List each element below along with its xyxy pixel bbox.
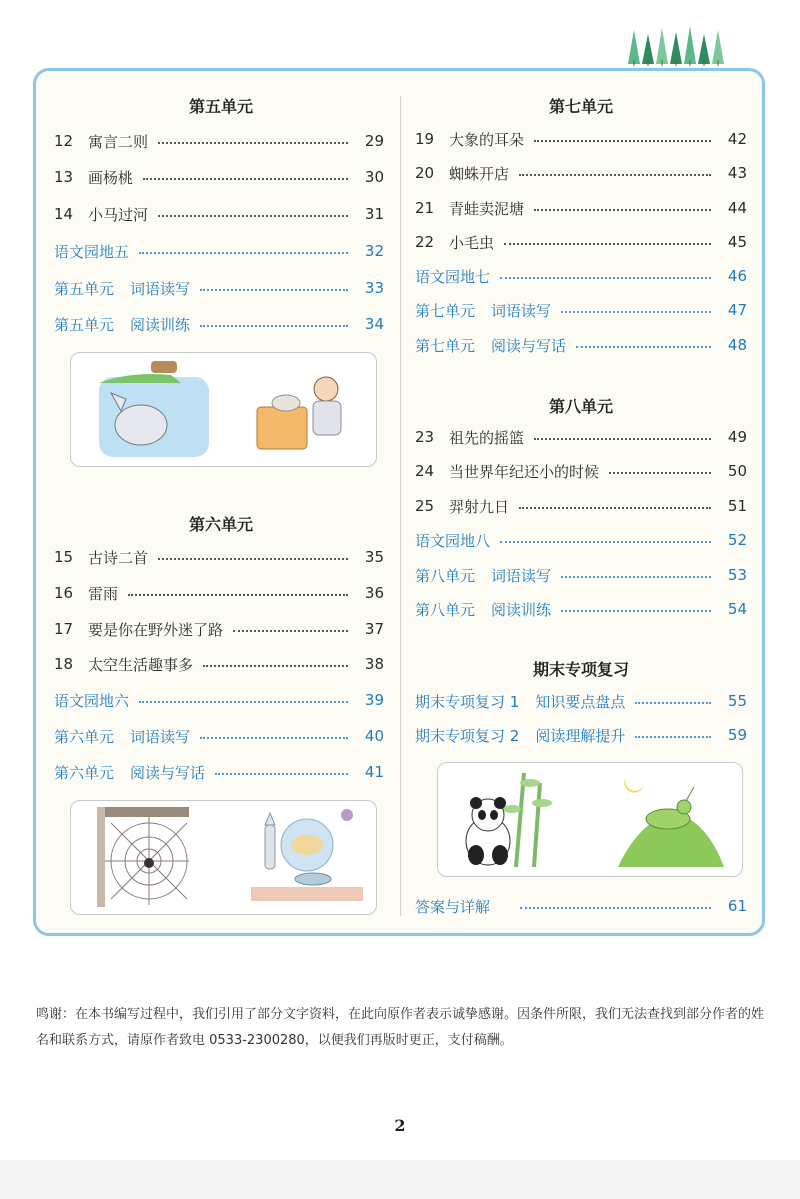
toc-item-unit6-yuedu[interactable]: 第六单元 阅读与写话 41: [54, 763, 384, 782]
toc-item-lesson-25[interactable]: 25 羿射九日 51: [415, 497, 747, 516]
toc-item-unit8-yuedu[interactable]: 第八单元 阅读训练 54: [415, 600, 747, 619]
toc-item-yuwen-yuandi-8[interactable]: 语文园地八 52: [415, 531, 747, 550]
toc-item-lesson-23[interactable]: 23 祖先的摇篮 49: [415, 428, 747, 447]
illustration-spider-web-space: [70, 800, 377, 915]
toc-item-yuwen-yuandi-7[interactable]: 语文园地七 46: [415, 267, 747, 286]
unit-title-7: 第七单元: [548, 97, 614, 116]
toc-item-unit7-yuedu[interactable]: 第七单元 阅读与写话 48: [415, 336, 747, 355]
column-divider: [400, 96, 401, 916]
toc-item-review-1[interactable]: 期末专项复习 1 知识要点盘点 55: [415, 692, 747, 711]
toc-item-lesson-24[interactable]: 24 当世界年纪还小的时候 50: [415, 462, 747, 481]
unit-title-6: 第六单元: [188, 515, 254, 534]
toc-item-unit8-ciyu[interactable]: 第八单元 词语读写 53: [415, 566, 747, 585]
page-number: 2: [394, 1116, 406, 1135]
toc-item-yuwen-yuandi-5[interactable]: 语文园地五 32: [54, 242, 384, 261]
toc-item-lesson-12[interactable]: 12 寓言二则 29: [54, 132, 384, 151]
toc-item-lesson-14[interactable]: 14 小马过河 31: [54, 205, 384, 224]
illustration-panda-grasshopper: [437, 762, 743, 877]
toc-item-lesson-16[interactable]: 16 雷雨 36: [54, 584, 384, 603]
toc-item-yuwen-yuandi-6[interactable]: 语文园地六 39: [54, 691, 384, 710]
toc-item-lesson-20[interactable]: 20 蜘蛛开店 43: [415, 164, 747, 183]
trees-decoration-icon: [626, 26, 732, 66]
toc-item-unit5-yuedu[interactable]: 第五单元 阅读训练 34: [54, 315, 384, 334]
toc-item-unit5-ciyu[interactable]: 第五单元 词语读写 33: [54, 279, 384, 298]
acknowledgement-text: 鸣谢：在本书编写过程中，我们引用了部分文字资料，在此向原作者表示诚挚感谢。因条件所限，我们无法查找到部分作者的姓名和联系方式，请原作者致电 0533-2300280，以便我们再版时更正，支付稿酬。: [36, 1007, 765, 1048]
toc-item-review-2[interactable]: 期末专项复习 2 阅读理解提升 59: [415, 726, 747, 745]
toc-item-lesson-22[interactable]: 22 小毛虫 45: [415, 233, 747, 252]
illustration-horse-river: [70, 352, 377, 467]
toc-item-lesson-19[interactable]: 19 大象的耳朵 42: [415, 130, 747, 149]
toc-item-answers[interactable]: 答案与详解 61: [415, 897, 747, 916]
toc-item-unit7-ciyu[interactable]: 第七单元 词语读写 47: [415, 301, 747, 320]
toc-item-unit6-ciyu[interactable]: 第六单元 词语读写 40: [54, 727, 384, 746]
unit-title-8: 第八单元: [548, 397, 614, 416]
bottom-band: [0, 1160, 800, 1199]
toc-item-lesson-21[interactable]: 21 青蛙卖泥塘 44: [415, 199, 747, 218]
toc-item-lesson-18[interactable]: 18 太空生活趣事多 38: [54, 655, 384, 674]
toc-item-lesson-17[interactable]: 17 要是你在野外迷了路 37: [54, 620, 384, 639]
toc-item-lesson-15[interactable]: 15 古诗二首 35: [54, 548, 384, 567]
unit-title-5: 第五单元: [188, 97, 254, 116]
toc-item-lesson-13[interactable]: 13 画杨桃 30: [54, 168, 384, 187]
review-title: 期末专项复习: [532, 660, 630, 679]
